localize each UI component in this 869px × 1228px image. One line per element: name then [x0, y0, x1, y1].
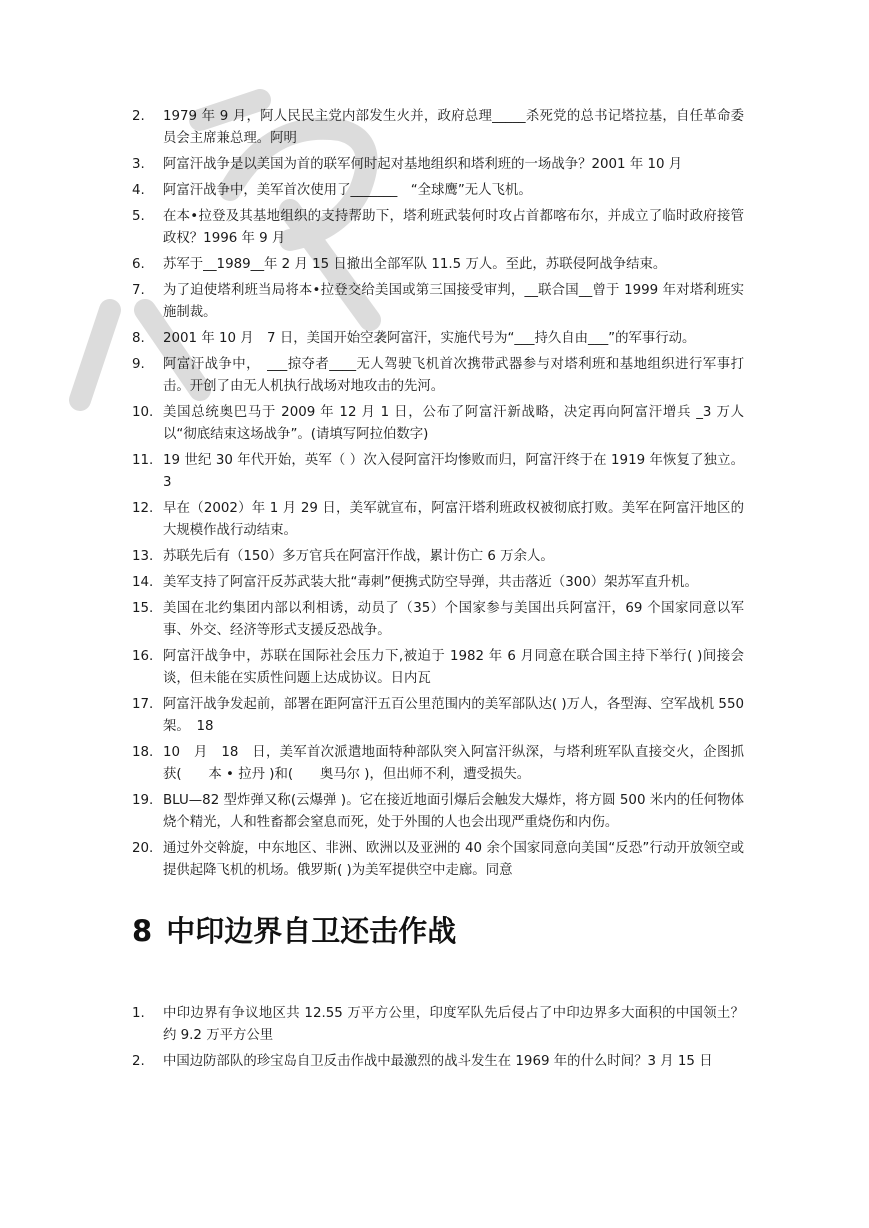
- item-number: 16.: [132, 649, 154, 664]
- item-text: 苏军于__1989__年 2 月 15 日撤出全部军队 11.5 万人。至此，苏联侵阿战争结束。: [163, 257, 667, 272]
- item-text: 阿富汗战争中，苏联在国际社会压力下,被迫于 1982 年 6 月同意在联合国主持下举行( )间接会谈，但未能在实质性问题上达成协议。日内瓦: [163, 649, 744, 686]
- item-text: 19 世纪 30 年代开始，英军（ ）次入侵阿富汗均惨败而归，阿富汗终于在 1919 年恢复了独立。3: [163, 453, 744, 490]
- list-item: [132, 546, 744, 568]
- item-text: 阿富汗战争中， ___掠夺者____无人驾驶飞机首次携带武器参与对塔利班和基地组织进行军事打击。开创了由无人机执行战场对地攻击的先河。: [163, 357, 744, 394]
- item-text: 1979 年 9 月，阿人民民主党内部发生火并，政府总理_____杀死党的总书记塔拉基，自任革命委员会主席兼总理。阿明: [163, 109, 744, 146]
- item-text: 阿富汗战争是以美国为首的联军何时起对基地组织和塔利班的一场战争？2001 年 10 月: [163, 157, 683, 172]
- list-item: [132, 790, 744, 834]
- item-number: 1.: [132, 1006, 145, 1021]
- item-number: 12.: [132, 501, 154, 516]
- item-text: 10 月 18 日，美军首次派遣地面特种部队突入阿富汗纵深，与塔利班军队直接交火，企图抓获( 本 • 拉丹 )和( 奥马尔 )，但出师不利，遭受损失。: [163, 745, 744, 782]
- item-text: 美国总统奥巴马于 2009 年 12 月 1 日，公布了阿富汗新战略，决定再向阿富汗增兵 _3 万人以“彻底结束这场战争”。(请填写阿拉伯数字): [163, 405, 744, 442]
- item-number: 10.: [132, 405, 154, 420]
- list-item: [132, 402, 744, 446]
- item-text: BLU—82 型炸弹又称(云爆弹 )。它在接近地面引爆后会触发大爆炸，将方圆 500 米内的任何物体烧个精光，人和牲畜都会窒息而死，处于外围的人也会出现严重烧伤和内伤。: [163, 793, 744, 830]
- list-item: [132, 598, 744, 642]
- item-number: 2.: [132, 109, 145, 124]
- item-number: 2.: [132, 1054, 145, 1069]
- list-item: [132, 646, 744, 690]
- item-text: 中印边界有争议地区共 12.55 万平方公里，印度军队先后侵占了中印边界多大面积的中国领土？ 约 9.2 万平方公里: [163, 1006, 758, 1043]
- list-item: [132, 106, 744, 150]
- item-number: 17.: [132, 697, 154, 712]
- list-item: [132, 572, 744, 594]
- item-text: 通过外交斡旋，中东地区、非洲、欧洲以及亚洲的 40 余个国家同意向美国“反恐”行动开放领空或提供起降飞机的机场。俄罗斯( )为美军提供空中走廊。同意: [163, 841, 744, 878]
- list-item: [132, 206, 744, 250]
- list-item: [132, 1051, 744, 1073]
- question-list-sino-indian-border: [132, 1003, 758, 1077]
- item-text: 在本•拉登及其基地组织的支持帮助下，塔利班武装何时攻占首都喀布尔，并成立了临时政府接管政权？1996 年 9 月: [163, 209, 744, 246]
- list-item: [132, 354, 744, 398]
- item-text: 中国边防部队的珍宝岛自卫反击作战中最激烈的战斗发生在 1969 年的什么时间？3 月 15 日: [163, 1054, 713, 1069]
- list-item: [132, 838, 744, 882]
- item-number: 7.: [132, 283, 145, 298]
- section-number: 8: [132, 914, 153, 948]
- item-number: 5.: [132, 209, 145, 224]
- item-number: 13.: [132, 549, 154, 564]
- watermark-stroke-left: [80, 310, 110, 400]
- item-number: 14.: [132, 575, 154, 590]
- item-text: 阿富汗战争中，美军首次使用了_______ “全球鹰”无人飞机。: [163, 183, 532, 198]
- list-item: [132, 1003, 758, 1047]
- question-list-afghan-war: [132, 106, 744, 886]
- list-item: [132, 328, 744, 350]
- list-item: [132, 498, 744, 542]
- item-text: 美国在北约集团内部以利相诱，动员了（35）个国家参与美国出兵阿富汗，69 个国家同意以军事、外交、经济等形式支援反恐战争。: [163, 601, 744, 638]
- item-number: 3.: [132, 157, 145, 172]
- list-item: [132, 280, 744, 324]
- item-text: 苏联先后有（150）多万官兵在阿富汗作战，累计伤亡 6 万余人。: [163, 549, 554, 564]
- item-number: 4.: [132, 183, 145, 198]
- item-text: 阿富汗战争发起前，部署在距阿富汗五百公里范围内的美军部队达( )万人，各型海、空军战机 550 架。 18: [163, 697, 744, 734]
- item-number: 6.: [132, 257, 145, 272]
- item-number: 19.: [132, 793, 154, 808]
- item-number: 18.: [132, 745, 154, 760]
- item-text: 为了迫使塔利班当局将本•拉登交给美国或第三国接受审判，__联合国__曾于 1999 年对塔利班实施制裁。: [163, 283, 744, 320]
- item-text: 美军支持了阿富汗反苏武装大批“毒刺”便携式防空导弹，共击落近（300）架苏军直升机。: [163, 575, 698, 590]
- item-number: 8.: [132, 331, 145, 346]
- list-item: [132, 154, 744, 176]
- section-title: 中印边界自卫还击作战: [166, 914, 457, 948]
- item-number: 11.: [132, 453, 154, 468]
- item-number: 9.: [132, 357, 145, 372]
- list-item: [132, 742, 744, 786]
- list-item: [132, 450, 744, 494]
- list-item: [132, 180, 744, 202]
- item-number: 20.: [132, 841, 154, 856]
- section-heading: [132, 908, 456, 954]
- item-number: 15.: [132, 601, 154, 616]
- item-text: 早在（2002）年 1 月 29 日，美军就宣布，阿富汗塔利班政权被彻底打败。美军在阿富汗地区的大规模作战行动结束。: [163, 501, 744, 538]
- list-item: [132, 254, 744, 276]
- list-item: [132, 694, 744, 738]
- item-text: 2001 年 10 月 7 日，美国开始空袭阿富汗，实施代号为“___持久自由___”的军事行动。: [163, 331, 696, 346]
